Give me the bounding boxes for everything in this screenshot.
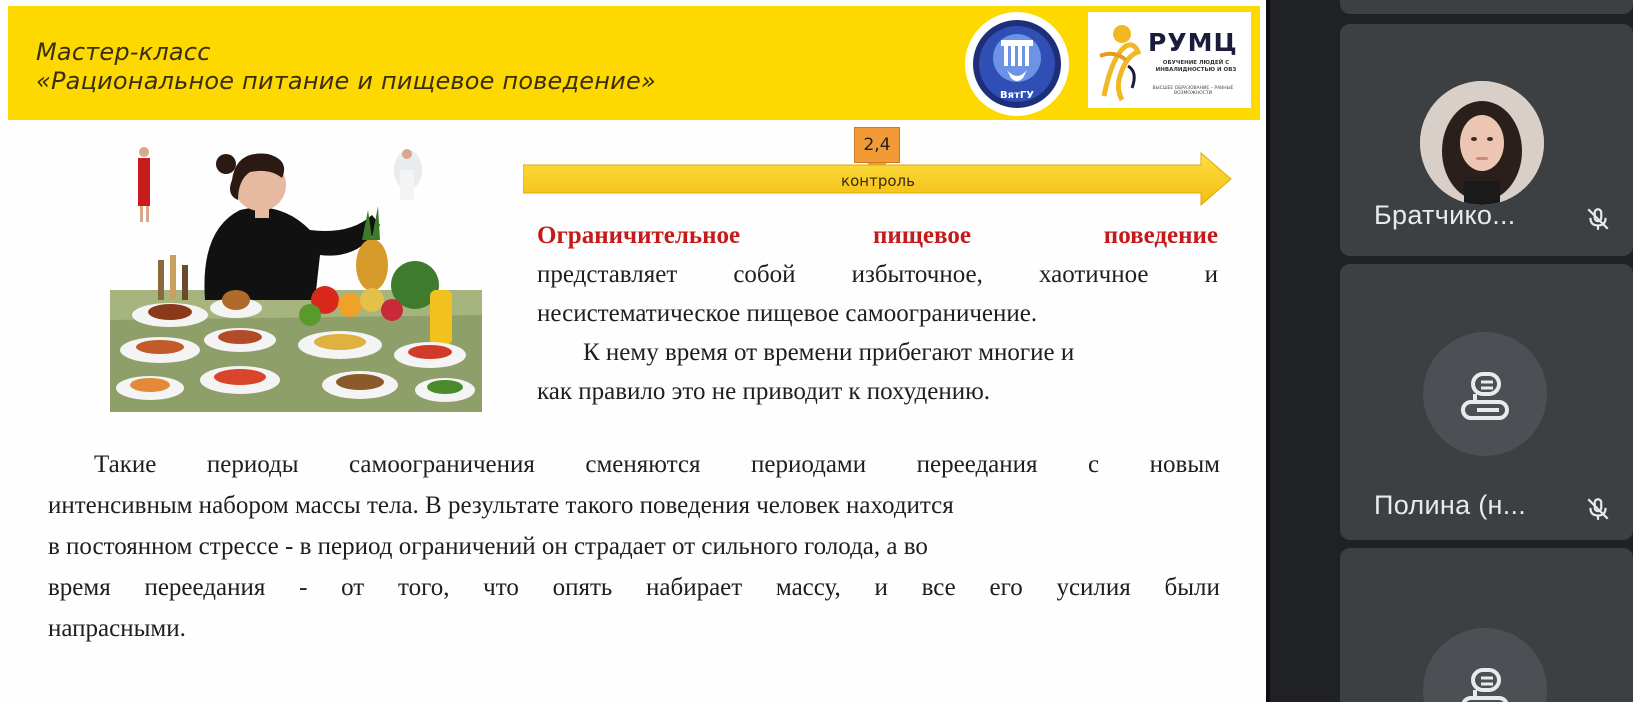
text-word: - [299,573,308,601]
text-line [537,294,1218,333]
slide-title-line-2: «Рациональное питание и пищевое поведение» [36,67,656,95]
participant-tile-polina[interactable] [1340,264,1633,540]
text-word: от [341,573,365,601]
text-word: все [921,573,956,601]
participant-video-thumbnail [1420,81,1544,205]
participant-avatar-placeholder [1423,628,1547,702]
participant-name: Полина (н... [1374,490,1527,520]
arrow-label: контроль [841,172,915,190]
text-word: были [1164,573,1220,601]
slide-right-text [537,216,1218,411]
participant-tile-bratchiko[interactable] [1340,24,1633,256]
slide-header-banner [8,6,1260,120]
text-word: собой [733,260,796,288]
mic-off-icon [1585,496,1611,522]
text-word: переедания [916,450,1038,478]
text-line-content: К нему время от времени прибегают многие и [583,338,1075,366]
text-line-content: интенсивным набором массы тела. В результате такого поведения человек находится [48,491,954,519]
participant-avatar-placeholder [1423,332,1547,456]
mic-off-icon [1585,206,1611,232]
companion-mode-icon [1423,332,1547,456]
text-line-content: несистематическое пищевое самоограничение. [537,299,1038,327]
participant-tile-partial-top[interactable] [1340,0,1633,14]
text-line [48,526,1220,567]
vyatgu-logo-text: ВятГУ [1000,90,1034,101]
text-word: и [874,573,888,601]
text-word: Такие [94,450,157,478]
text-line [537,333,1218,372]
rumc-logo [1088,12,1251,108]
text-word: что [483,573,519,601]
rumc-logo-text: РУМЦ [1148,28,1238,57]
text-word: того, [397,573,450,601]
text-word: массу, [775,573,841,601]
text-word: набирает [646,573,743,601]
text-line [48,608,1220,649]
text-word: и [1204,260,1218,288]
rumc-logo-subtitle: ОБУЧЕНИЕ ЛЮДЕЙ С ИНВАЛИДНОСТЬЮ И ОВЗ [1155,60,1237,73]
text-word: его [989,573,1023,601]
text-word: усилия [1056,573,1131,601]
text-word: хаотичное [1038,260,1149,288]
text-line [537,255,1218,294]
text-word: самоограничения [349,450,535,478]
text-line [48,567,1220,608]
woman-with-food-illustration [110,140,482,412]
participant-tile-partial-bottom[interactable] [1340,548,1633,702]
heading-word: поведение [1103,221,1218,249]
step-badge: 2,4 [854,127,900,163]
text-word: новым [1149,450,1220,478]
vyatgu-logo [965,12,1069,116]
slide-title [36,38,656,96]
heading-word: Ограничительное [537,221,741,249]
text-word: периоды [206,450,299,478]
slide-body-text [48,444,1220,649]
text-word: с [1088,450,1100,478]
text-line-content: напрасными. [48,614,186,642]
text-word: время [48,573,111,601]
text-word: представляет [537,260,678,288]
heading-word: пищевое [873,221,971,249]
text-line [48,444,1220,485]
text-line [537,372,1218,411]
companion-mode-icon [1423,628,1547,702]
text-word: переедания [144,573,266,601]
text-word: опять [552,573,613,601]
text-line [48,485,1220,526]
text-line-content: в постоянном стрессе - в период ограничений он страдает от сильного голода, а во [48,532,928,560]
rumc-logo-tagline: ВЫСШЕЕ ОБРАЗОВАНИЕ – РАВНЫЕ ВОЗМОЖНОСТИ [1152,86,1234,96]
text-line-content: как правило это не приводит к похудению. [537,377,991,405]
definition-heading [537,216,1218,255]
text-word: сменяются [585,450,701,478]
slide-title-line-1: Мастер-класс [36,38,211,66]
text-word: избыточное, [851,260,983,288]
text-word: периодами [750,450,867,478]
participant-name: Братчико... [1374,200,1516,230]
